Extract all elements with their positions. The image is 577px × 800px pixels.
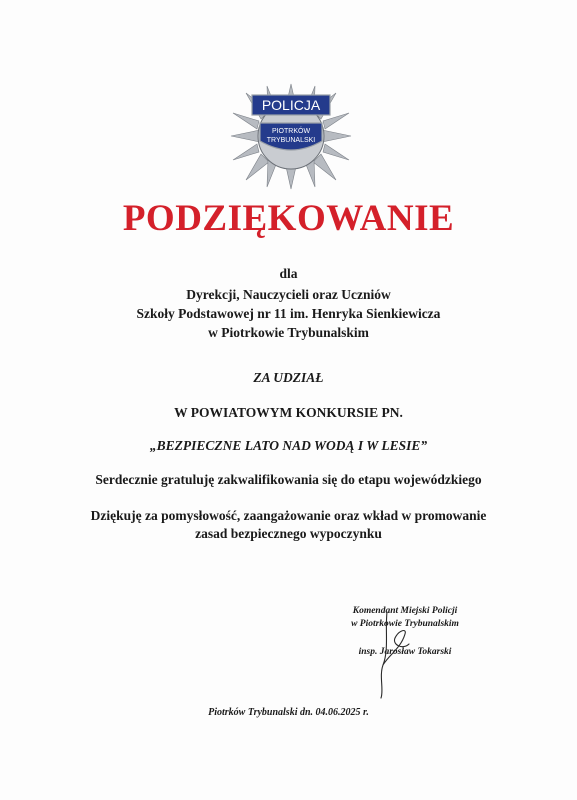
recipient-line-2: Szkoły Podstawowej nr 11 im. Henryka Sienkiewicza bbox=[136, 306, 441, 321]
recipient-line-3: w Piotrkowie Trybunalskim bbox=[208, 325, 369, 340]
page-title: PODZIĘKOWANIE bbox=[122, 198, 455, 239]
thanks-line-2: zasad bezpiecznego wypoczynku bbox=[195, 526, 382, 541]
place-and-date: Piotrków Trybunalski dn. 04.06.2025 r. bbox=[208, 707, 369, 718]
police-star-badge-icon bbox=[230, 83, 352, 190]
badge-bottom-line2: TRYBUNALSKI bbox=[266, 137, 316, 144]
recipient-for: dla bbox=[279, 266, 298, 281]
signer-name: insp. Jarosław Tokarski bbox=[358, 647, 452, 657]
thanks-line-1: Dziękuję za pomysłowość, zaangażowanie oraz wkład w promowanie bbox=[90, 508, 487, 523]
badge-top-text: POLICJA bbox=[261, 97, 321, 113]
contest-name: „BEZPIECZNE LATO NAD WODĄ I W LESIE” bbox=[149, 438, 428, 453]
za-udzial-text: ZA UDZIAŁ bbox=[253, 370, 324, 385]
congrats-text: Serdecznie gratuluję zakwalifikowania się do etapu wojewódzkiego bbox=[95, 472, 482, 487]
badge-bottom-line1: PIOTRKÓW bbox=[271, 128, 311, 135]
signer-title-line-1: Komendant Miejski Policji bbox=[352, 606, 458, 616]
recipient-line-1: Dyrekcji, Nauczycieli oraz Uczniów bbox=[186, 287, 391, 302]
signer-title-line-2: w Piotrkowie Trybunalskim bbox=[351, 619, 459, 629]
handwritten-signature bbox=[365, 610, 415, 700]
konkurs-text: W POWIATOWYM KONKURSIE PN. bbox=[174, 405, 403, 420]
